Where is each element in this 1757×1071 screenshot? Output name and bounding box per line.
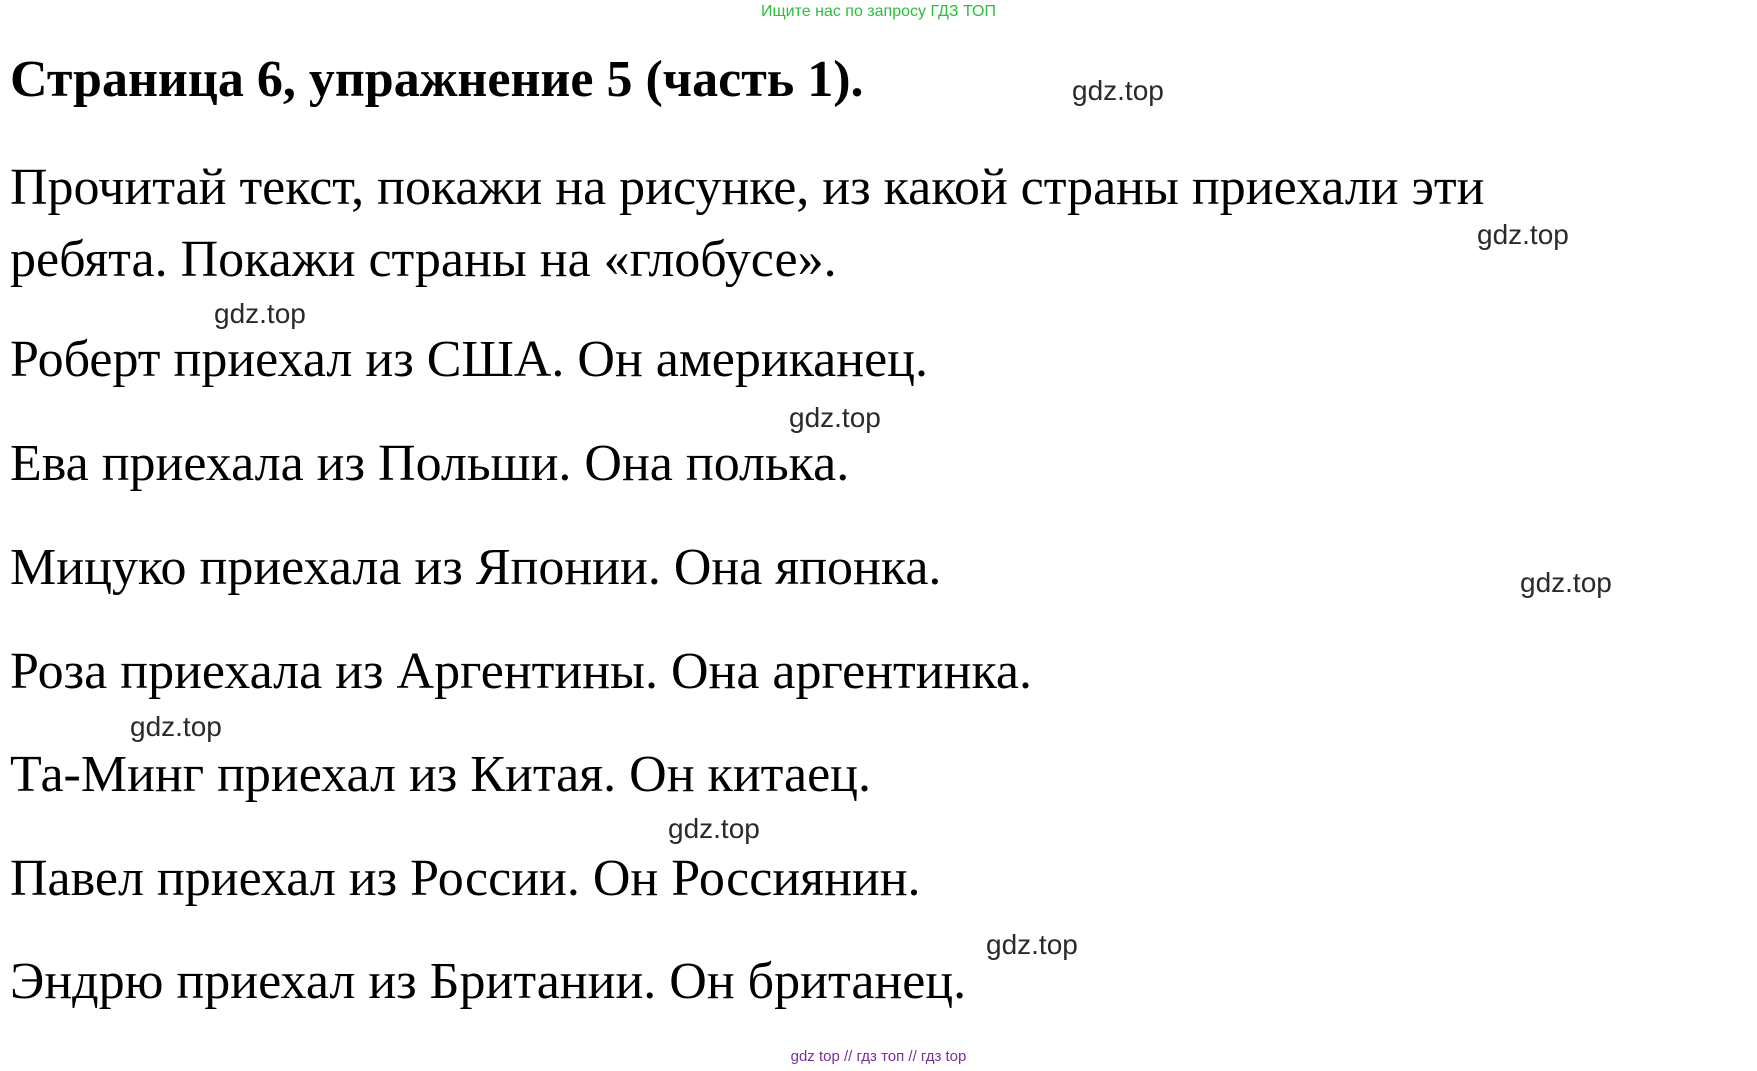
sentence: Эндрю приехал из Британии. Он британец. [10, 953, 967, 1010]
page-title: Страница 6, упражнение 5 (часть 1). [10, 51, 864, 108]
watermark: gdz.top [789, 402, 881, 433]
watermark: gdz.top [1072, 75, 1164, 106]
watermark: gdz.top [130, 711, 222, 742]
footer-links: gdz top // гдз топ // гдз top [790, 1048, 967, 1065]
sentence: Ева приехала из Польши. Она полька. [10, 435, 850, 492]
sentence: Роберт приехал из США. Он американец. [10, 331, 928, 388]
watermark: gdz.top [214, 298, 306, 329]
watermark: gdz.top [1477, 219, 1569, 250]
watermark: gdz.top [986, 929, 1078, 960]
watermark: gdz.top [1520, 567, 1612, 598]
task-line: Прочитай текст, покажи на рисунке, из какой страны приехали эти [10, 159, 1485, 216]
sentence: Павел приехал из России. Он Россиянин. [10, 850, 921, 907]
sentence: Та-Минг приехал из Китая. Он китаец. [10, 746, 871, 803]
sentence: Мицуко приехала из Японии. Она японка. [10, 539, 942, 596]
task-line: ребята. Покажи страны на «глобусе». [10, 231, 837, 288]
sentence: Роза приехала из Аргентины. Она аргентинка. [10, 643, 1032, 700]
top-banner: Ищите нас по запросу ГДЗ ТОП [761, 3, 996, 20]
watermark: gdz.top [668, 813, 760, 844]
